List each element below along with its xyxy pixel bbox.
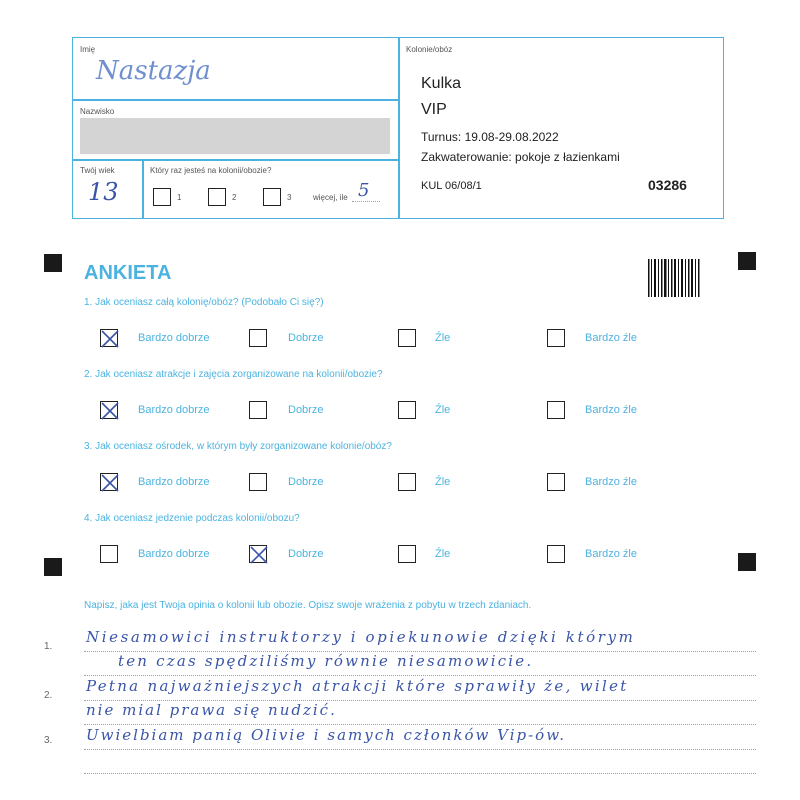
rating-checkbox[interactable] [249,545,267,563]
rating-option-label: Bardzo dobrze [138,404,210,416]
times-option-2: 2 [232,193,237,202]
rating-checkbox[interactable] [547,401,565,419]
header-divider-vertical [398,37,400,219]
rating-option-label: Źle [435,548,451,560]
writing-line [84,749,756,750]
registration-marker-top-right [738,252,756,270]
rating-checkbox[interactable] [547,473,565,491]
handwritten-sentence: Niesamowici instruktorzy i opiekunowie dzięki którym [86,628,636,646]
rating-option-label: Dobrze [288,332,324,344]
rating-option-label: Bardzo dobrze [138,332,210,344]
header-divider-h1 [72,99,399,101]
rating-option-label: Dobrze [288,476,324,488]
sentence-number: 1. [44,641,53,652]
times-checkbox-2[interactable] [208,188,226,206]
form-number: 03286 [648,177,687,193]
more-line [352,201,380,202]
question-text: 4. Jak oceniasz jedzenie podczas kolonii/obozu? [84,513,300,524]
rating-checkbox[interactable] [100,401,118,419]
rating-checkbox[interactable] [398,473,416,491]
rating-checkbox[interactable] [547,329,565,347]
rating-option-label: Źle [435,404,451,416]
rating-checkbox[interactable] [398,545,416,563]
rating-checkbox[interactable] [398,329,416,347]
surname-label: Nazwisko [80,107,115,116]
barcode-icon [648,259,700,297]
rating-option-label: Bardzo źle [585,404,637,416]
writing-line [84,724,756,725]
rating-checkbox[interactable] [100,473,118,491]
times-checkbox-1[interactable] [153,188,171,206]
age-label: Twój wiek [80,166,115,175]
camp-name: Kulka [421,75,462,92]
rating-option-label: Bardzo źle [585,332,637,344]
handwritten-sentence: Uwielbiam panią Olivie i samych członków Vip-ów. [86,726,567,744]
writing-line [84,675,756,676]
rating-option-label: Bardzo dobrze [138,476,210,488]
question-text: 3. Jak oceniasz ośrodek, w którym były zorganizowane kolonie/obóz? [84,441,392,452]
surname-redacted [80,118,390,154]
question-text: 1. Jak oceniasz całą kolonię/obóz? (Podobało Ci się?) [84,297,324,308]
camp-label: Kolonie/obóz [406,45,453,54]
rating-checkbox[interactable] [398,401,416,419]
sentence-number: 2. [44,690,53,701]
times-checkbox-3[interactable] [263,188,281,206]
times-label: Który raz jesteś na kolonii/obozie? [150,166,272,175]
sentence-number: 3. [44,735,53,746]
age-value: 13 [88,178,119,206]
rating-checkbox[interactable] [100,545,118,563]
handwritten-sentence: nie mial prawa się nudzić. [86,701,337,719]
question-text: 2. Jak oceniasz atrakcje i zajęcia zorganizowane na kolonii/obozie? [84,369,383,380]
handwritten-sentence: Petna najważniejszych atrakcji które sprawiły że, wilet [86,677,629,695]
handwritten-sentence: ten czas spędziliśmy równie niesamowicie. [118,652,534,670]
times-option-3: 3 [287,193,292,202]
rating-checkbox[interactable] [249,401,267,419]
name-value: Nastazja [96,56,211,86]
turnus: Turnus: 19.08-29.08.2022 [421,130,559,144]
registration-marker-top-left [44,254,62,272]
writing-line [84,773,756,774]
header-divider-h2 [72,159,399,161]
opinion-prompt: Napisz, jaka jest Twoja opinia o kolonii lub obozie. Opisz swoje wrażenia z pobytu w trzech zdaniach. [84,600,532,611]
survey-title: ANKIETA [84,262,172,284]
rating-option-label: Bardzo źle [585,476,637,488]
lodging: Zakwaterowanie: pokoje z łazienkami [421,150,620,164]
rating-option-label: Bardzo źle [585,548,637,560]
times-option-1: 1 [177,193,182,202]
registration-marker-bottom-right [738,553,756,571]
rating-checkbox[interactable] [547,545,565,563]
rating-option-label: Dobrze [288,548,324,560]
rating-option-label: Źle [435,476,451,488]
camp-code: KUL 06/08/1 [421,180,482,192]
camp-type: VIP [421,101,447,118]
rating-option-label: Dobrze [288,404,324,416]
name-label: Imię [80,45,96,54]
more-label: więcej, ile [313,193,348,202]
rating-checkbox[interactable] [100,329,118,347]
rating-option-label: Bardzo dobrze [138,548,210,560]
rating-checkbox[interactable] [249,329,267,347]
rating-option-label: Źle [435,332,451,344]
rating-checkbox[interactable] [249,473,267,491]
header-divider-age [142,159,144,219]
more-value: 5 [358,180,370,201]
registration-marker-bottom-left [44,558,62,576]
